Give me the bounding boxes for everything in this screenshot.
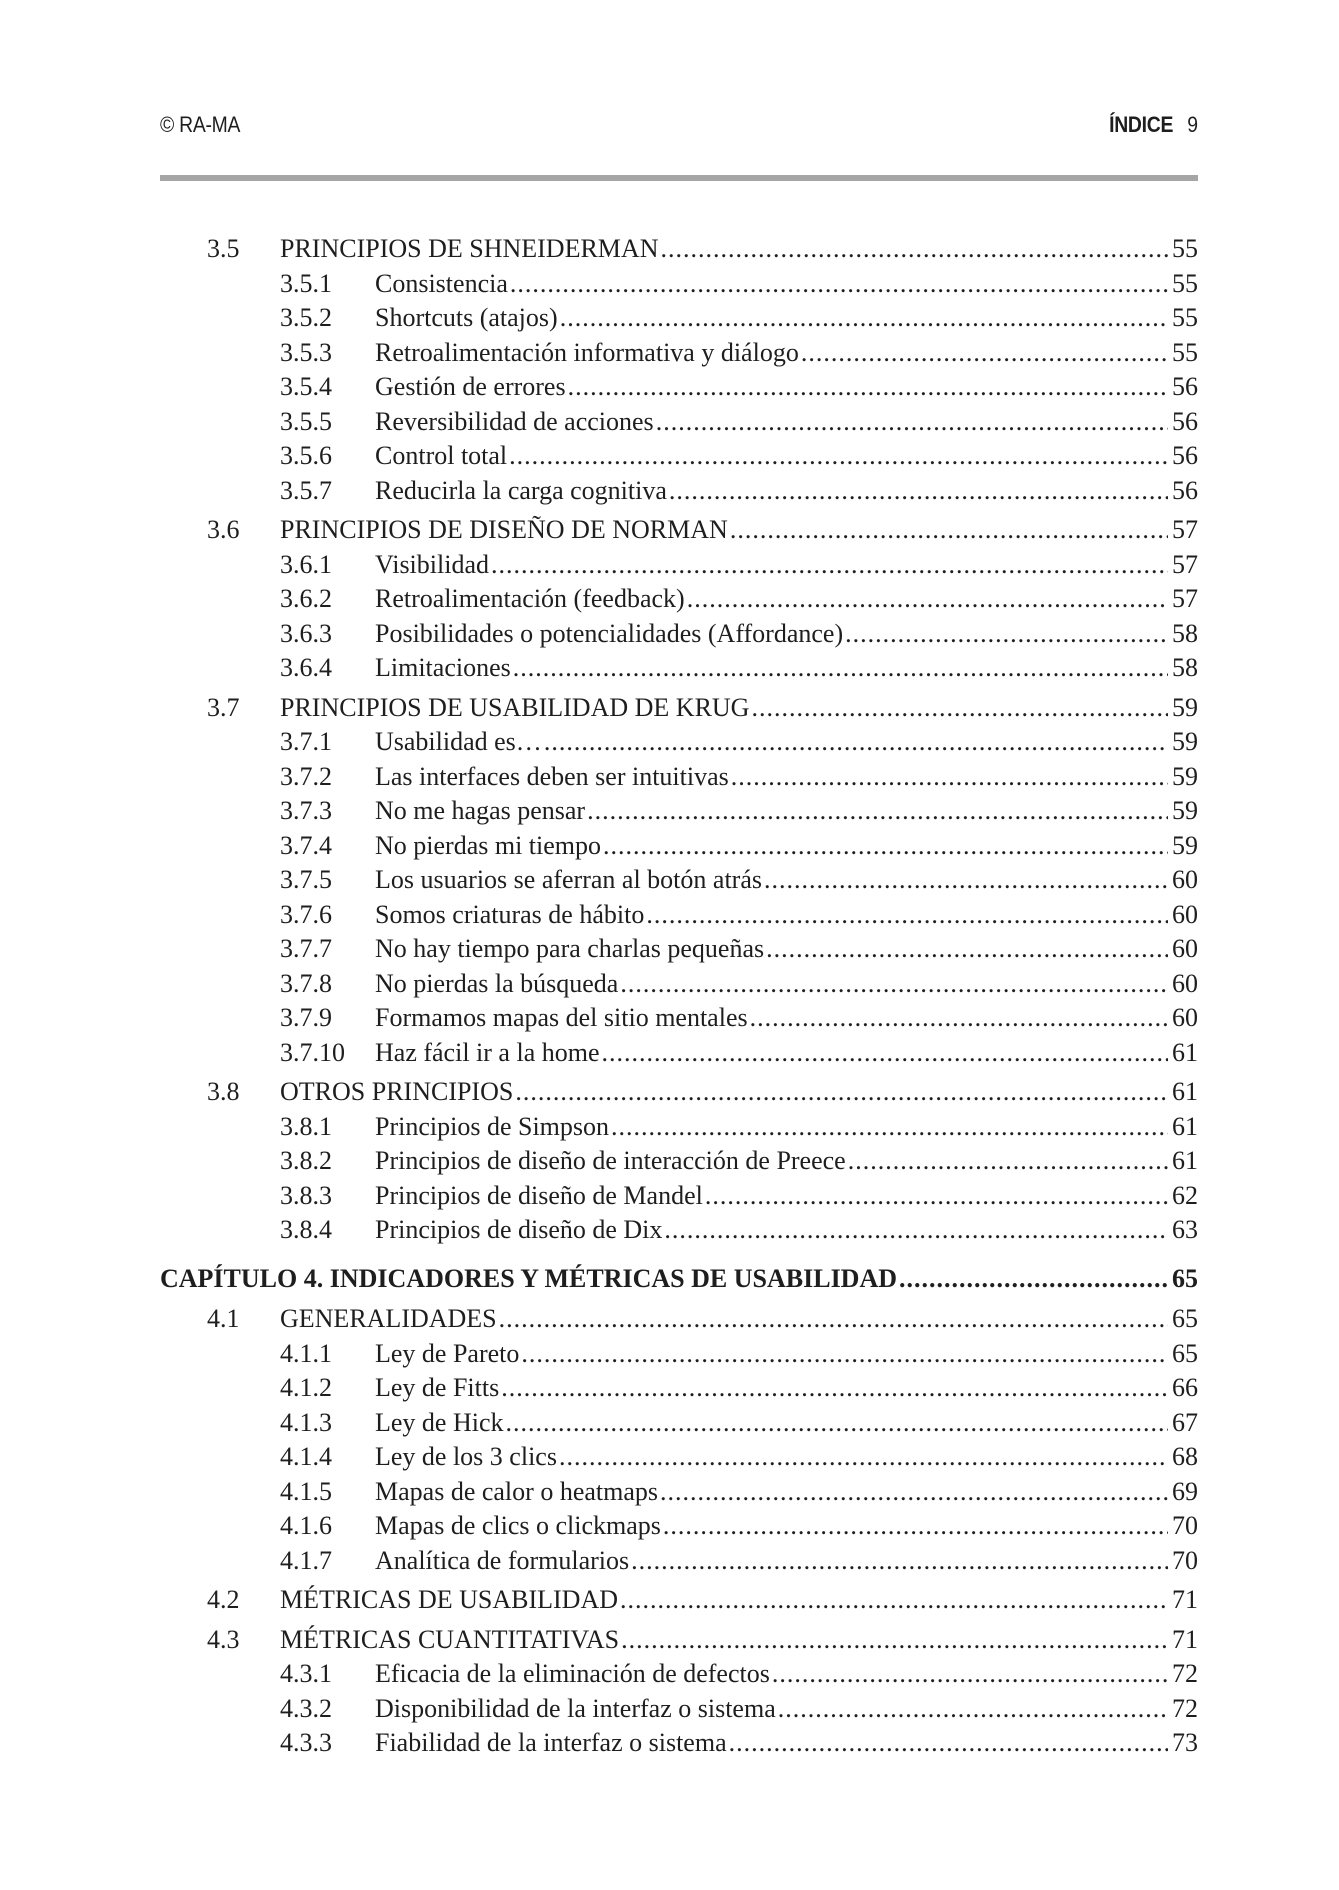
toc-subsection xyxy=(160,1337,1198,1372)
toc-number: 3.6.2 xyxy=(280,584,332,613)
dot-leader xyxy=(660,232,1168,267)
toc-entry xyxy=(375,1144,1198,1179)
dot-leader xyxy=(544,725,1168,760)
toc-number: 3.7.10 xyxy=(280,1037,345,1067)
toc-page-number: 55 xyxy=(1172,303,1198,332)
dot-leader xyxy=(729,1726,1168,1761)
toc-entry xyxy=(375,932,1198,967)
toc-entry xyxy=(375,1544,1198,1579)
toc-title: Haz fácil ir a la home xyxy=(375,1037,600,1067)
toc-title: Posibilidades o potencialidades (Affordance) xyxy=(375,618,844,648)
toc-section xyxy=(160,691,1198,726)
toc-number: 3.7.7 xyxy=(280,934,332,963)
toc-title: No hay tiempo para charlas pequeñas xyxy=(375,934,765,963)
toc-subsection xyxy=(160,370,1198,405)
toc-page-number: 69 xyxy=(1172,1476,1198,1506)
toc-page-number: 61 xyxy=(1172,1146,1198,1175)
toc-page-number: 59 xyxy=(1172,692,1198,722)
toc-page-number: 71 xyxy=(1172,1624,1198,1654)
toc-subsection xyxy=(160,301,1198,336)
dot-leader xyxy=(705,1179,1168,1214)
toc-title: Somos criaturas de hábito xyxy=(375,899,645,929)
toc-entry xyxy=(375,474,1198,509)
toc-section xyxy=(160,1302,1198,1337)
toc-subsection xyxy=(160,267,1198,302)
toc-number: 3.6 xyxy=(207,515,240,544)
toc-page-number: 56 xyxy=(1172,406,1198,436)
toc-entry xyxy=(375,405,1198,440)
toc-entry xyxy=(375,439,1198,474)
toc-page-number: 56 xyxy=(1172,441,1198,470)
toc-page-number: 68 xyxy=(1172,1442,1198,1471)
toc-entry xyxy=(280,232,1198,267)
toc-title: Analítica de formularios xyxy=(375,1545,630,1575)
toc-subsection xyxy=(160,1144,1198,1179)
dot-leader xyxy=(602,1036,1169,1071)
toc-title: PRINCIPIOS DE SHNEIDERMAN xyxy=(280,234,659,263)
dot-leader xyxy=(731,760,1168,795)
toc-page-number: 61 xyxy=(1172,1037,1198,1067)
dot-leader xyxy=(631,1544,1168,1579)
toc-title: CAPÍTULO 4. INDICADORES Y MÉTRICAS DE USABILIDAD xyxy=(160,1263,898,1293)
toc-subsection xyxy=(160,1509,1198,1544)
toc-page-number: 60 xyxy=(1172,968,1198,998)
toc-title: Principios de diseño de interacción de Preece xyxy=(375,1146,846,1175)
header-right xyxy=(1109,112,1198,138)
dot-leader xyxy=(801,336,1168,371)
toc-title: Shortcuts (atajos) xyxy=(375,303,558,332)
toc-entry xyxy=(375,582,1198,617)
toc-number: 3.5.3 xyxy=(280,337,332,367)
toc-title: MÉTRICAS CUANTITATIVAS xyxy=(280,1624,620,1654)
toc-entry xyxy=(375,1337,1198,1372)
toc-number: 3.8.4 xyxy=(280,1215,332,1244)
dot-leader xyxy=(772,1657,1168,1692)
toc-subsection xyxy=(160,548,1198,583)
toc-number: 3.6.1 xyxy=(280,549,332,579)
toc-title: Mapas de calor o heatmaps xyxy=(375,1476,659,1506)
toc-number: 3.7 xyxy=(207,692,240,722)
toc-page-number: 70 xyxy=(1172,1511,1198,1540)
dot-leader xyxy=(656,405,1168,440)
toc-entry xyxy=(375,1001,1198,1036)
toc-number: 4.1.2 xyxy=(280,1373,332,1402)
toc-section xyxy=(160,232,1198,267)
dot-leader xyxy=(620,967,1168,1002)
toc-title: PRINCIPIOS DE USABILIDAD DE KRUG xyxy=(280,692,750,722)
dot-leader xyxy=(611,1110,1168,1145)
toc-number: 4.3.2 xyxy=(280,1693,332,1723)
toc-entry xyxy=(375,898,1198,933)
toc-entry xyxy=(280,1075,1198,1110)
toc-number: 3.7.4 xyxy=(280,830,332,860)
dot-leader xyxy=(506,1406,1168,1441)
page-number: 9 xyxy=(1187,112,1198,137)
dot-leader xyxy=(621,1623,1168,1658)
dot-leader xyxy=(560,301,1168,336)
toc-page-number: 55 xyxy=(1172,268,1198,298)
toc-chapter xyxy=(160,1262,1198,1297)
toc-entry xyxy=(375,1213,1198,1248)
toc-number: 3.7.1 xyxy=(280,727,332,756)
toc-page-number: 72 xyxy=(1172,1693,1198,1723)
toc-page-number: 59 xyxy=(1172,761,1198,791)
toc-entry xyxy=(375,651,1198,686)
toc-title: Retroalimentación informativa y diálogo xyxy=(375,337,799,367)
toc-section xyxy=(160,513,1198,548)
toc-subsection xyxy=(160,760,1198,795)
toc-number: 3.6.4 xyxy=(280,653,332,682)
toc-page-number: 63 xyxy=(1172,1215,1198,1244)
dot-leader xyxy=(899,1262,1168,1297)
dot-leader xyxy=(510,267,1168,302)
toc-number: 3.7.3 xyxy=(280,796,332,825)
toc-page-number: 65 xyxy=(1172,1304,1198,1333)
toc-title: Ley de Pareto xyxy=(375,1338,520,1368)
toc-entry xyxy=(375,863,1198,898)
toc-entry xyxy=(375,1036,1198,1071)
toc-subsection xyxy=(160,967,1198,1002)
toc-number: 3.7.6 xyxy=(280,899,332,929)
toc-number: 3.5.1 xyxy=(280,268,332,298)
toc-number: 3.5.5 xyxy=(280,406,332,436)
toc-subsection xyxy=(160,1213,1198,1248)
toc-title: Control total xyxy=(375,441,508,470)
toc-entry xyxy=(375,1179,1198,1214)
toc-subsection xyxy=(160,1036,1198,1071)
dot-leader xyxy=(778,1692,1168,1727)
toc-subsection xyxy=(160,1371,1198,1406)
dot-leader xyxy=(501,1371,1168,1406)
toc-title: Los usuarios se aferran al botón atrás xyxy=(375,865,762,894)
toc-entry xyxy=(375,1726,1198,1761)
toc-title: Ley de Fitts xyxy=(375,1373,500,1402)
toc-title: Visibilidad xyxy=(375,549,489,579)
toc-number: 3.5.4 xyxy=(280,372,332,401)
toc-number: 4.1 xyxy=(207,1304,240,1333)
toc-title: No pierdas mi tiempo xyxy=(375,830,602,860)
toc-title: No me hagas pensar xyxy=(375,796,586,825)
toc-subsection xyxy=(160,863,1198,898)
toc-number: 3.8.1 xyxy=(280,1111,332,1141)
toc-page-number: 67 xyxy=(1172,1407,1198,1437)
toc-page-number: 60 xyxy=(1172,1003,1198,1032)
toc-number: 3.7.2 xyxy=(280,761,332,791)
toc-title: Ley de los 3 clics xyxy=(375,1442,557,1471)
toc-entry xyxy=(375,1440,1198,1475)
toc-title: Reducirla la carga cognitiva xyxy=(375,475,667,505)
toc-page-number: 57 xyxy=(1172,549,1198,579)
dot-leader xyxy=(845,617,1168,652)
toc-title: Fiabilidad de la interfaz o sistema xyxy=(375,1728,727,1757)
toc-number: 3.5.7 xyxy=(280,475,332,505)
dot-leader xyxy=(664,1213,1168,1248)
toc-section xyxy=(160,1583,1198,1618)
toc-page-number: 60 xyxy=(1172,899,1198,929)
toc-entry xyxy=(280,1623,1198,1658)
toc-title: Ley de Hick xyxy=(375,1407,504,1437)
toc-page-number: 66 xyxy=(1172,1373,1198,1402)
dot-leader xyxy=(568,370,1168,405)
toc-title: Reversibilidad de acciones xyxy=(375,406,654,436)
toc-page-number: 56 xyxy=(1172,372,1198,401)
toc-title: Mapas de clics o clickmaps xyxy=(375,1511,661,1540)
toc-subsection xyxy=(160,1440,1198,1475)
toc-page-number: 60 xyxy=(1172,934,1198,963)
toc-page-number: 57 xyxy=(1172,515,1198,544)
toc-title: No pierdas la búsqueda xyxy=(375,968,619,998)
dot-leader xyxy=(603,829,1168,864)
toc-title: Usabilidad es… xyxy=(375,727,542,756)
dot-leader xyxy=(509,439,1168,474)
toc-title: Disponibilidad de la interfaz o sistema xyxy=(375,1693,776,1723)
dot-leader xyxy=(766,932,1168,967)
toc-entry xyxy=(375,1692,1198,1727)
toc-title: OTROS PRINCIPIOS xyxy=(280,1077,514,1106)
toc-page-number: 61 xyxy=(1172,1111,1198,1141)
toc-number: 4.1.6 xyxy=(280,1511,332,1540)
toc-number: 4.1.3 xyxy=(280,1407,332,1437)
toc-subsection xyxy=(160,474,1198,509)
toc-number: 3.5.6 xyxy=(280,441,332,470)
toc-title: Las interfaces deben ser intuitivas xyxy=(375,761,729,791)
toc-entry xyxy=(160,1262,1198,1297)
dot-leader xyxy=(751,691,1168,726)
toc-number: 3.7.5 xyxy=(280,865,332,894)
toc-page-number: 58 xyxy=(1172,618,1198,648)
toc-number: 3.5.2 xyxy=(280,303,332,332)
toc-number: 4.1.7 xyxy=(280,1545,332,1575)
toc-title: Eficacia de la eliminación de defectos xyxy=(375,1659,770,1688)
dot-leader xyxy=(499,1302,1168,1337)
dot-leader xyxy=(669,474,1168,509)
toc-number: 3.7.9 xyxy=(280,1003,332,1032)
header-rule xyxy=(160,175,1198,181)
toc-section xyxy=(160,1623,1198,1658)
toc-subsection xyxy=(160,582,1198,617)
toc-title: Formamos mapas del sitio mentales xyxy=(375,1003,748,1032)
toc-entry xyxy=(375,829,1198,864)
dot-leader xyxy=(513,651,1168,686)
dot-leader xyxy=(620,1583,1168,1618)
toc-page-number: 55 xyxy=(1172,234,1198,263)
toc-subsection xyxy=(160,898,1198,933)
dot-leader xyxy=(848,1144,1168,1179)
dot-leader xyxy=(521,1337,1168,1372)
toc-subsection xyxy=(160,439,1198,474)
toc-number: 4.3.1 xyxy=(280,1659,332,1688)
toc-subsection xyxy=(160,1110,1198,1145)
toc-entry xyxy=(375,370,1198,405)
toc-subsection xyxy=(160,932,1198,967)
toc-page-number: 60 xyxy=(1172,865,1198,894)
toc-page-number: 71 xyxy=(1172,1585,1198,1614)
toc-title: Consistencia xyxy=(375,268,508,298)
toc-entry xyxy=(375,1475,1198,1510)
dot-leader xyxy=(750,1001,1168,1036)
toc-page-number: 72 xyxy=(1172,1659,1198,1688)
toc-number: 4.1.5 xyxy=(280,1476,332,1506)
toc-subsection xyxy=(160,617,1198,652)
toc-title: GENERALIDADES xyxy=(280,1304,497,1333)
toc-subsection xyxy=(160,1657,1198,1692)
toc-page-number: 65 xyxy=(1172,1338,1198,1368)
toc-subsection xyxy=(160,1544,1198,1579)
toc-subsection xyxy=(160,1179,1198,1214)
toc-number: 4.1.4 xyxy=(280,1442,332,1471)
toc-page-number: 70 xyxy=(1172,1545,1198,1575)
toc-title: Principios de Simpson xyxy=(375,1111,610,1141)
dot-leader xyxy=(491,548,1168,583)
dot-leader xyxy=(646,898,1168,933)
toc-entry xyxy=(280,691,1198,726)
toc-number: 3.7.8 xyxy=(280,968,332,998)
toc-page-number: 73 xyxy=(1172,1728,1198,1757)
toc-subsection xyxy=(160,794,1198,829)
toc-entry xyxy=(375,760,1198,795)
toc-number: 3.8 xyxy=(207,1077,240,1106)
toc-subsection xyxy=(160,1001,1198,1036)
toc-title: MÉTRICAS DE USABILIDAD xyxy=(280,1585,618,1614)
toc-entry xyxy=(375,967,1198,1002)
toc-subsection xyxy=(160,651,1198,686)
toc-title: Principios de diseño de Dix xyxy=(375,1215,663,1244)
toc-subsection xyxy=(160,1406,1198,1441)
toc-page-number: 59 xyxy=(1172,830,1198,860)
toc-entry xyxy=(375,1657,1198,1692)
toc-number: 4.2 xyxy=(207,1585,240,1614)
dot-leader xyxy=(764,863,1168,898)
toc-subsection xyxy=(160,336,1198,371)
dot-leader xyxy=(515,1075,1168,1110)
toc-title: Principios de diseño de Mandel xyxy=(375,1180,703,1210)
copyright-label: © RA-MA xyxy=(160,112,241,137)
toc-entry xyxy=(280,1302,1198,1337)
dot-leader xyxy=(730,513,1168,548)
toc-number: 4.1.1 xyxy=(280,1338,332,1368)
toc-subsection xyxy=(160,725,1198,760)
dot-leader xyxy=(663,1509,1168,1544)
toc-title: PRINCIPIOS DE DISEÑO DE NORMAN xyxy=(280,515,728,544)
toc-entry xyxy=(375,725,1198,760)
toc-entry xyxy=(375,267,1198,302)
toc-page-number: 57 xyxy=(1172,584,1198,613)
table-of-contents xyxy=(160,232,1198,1761)
toc-entry xyxy=(375,548,1198,583)
toc-page-number: 59 xyxy=(1172,727,1198,756)
toc-section xyxy=(160,1075,1198,1110)
toc-subsection xyxy=(160,1475,1198,1510)
dot-leader xyxy=(660,1475,1168,1510)
dot-leader xyxy=(587,794,1168,829)
toc-subsection xyxy=(160,1726,1198,1761)
toc-page-number: 61 xyxy=(1172,1077,1198,1106)
toc-number: 4.3.3 xyxy=(280,1728,332,1757)
toc-subsection xyxy=(160,829,1198,864)
toc-number: 3.8.3 xyxy=(280,1180,332,1210)
toc-title: Gestión de errores xyxy=(375,372,566,401)
toc-entry xyxy=(375,301,1198,336)
toc-title: Limitaciones xyxy=(375,653,511,682)
dot-leader xyxy=(559,1440,1168,1475)
dot-leader xyxy=(687,582,1168,617)
toc-page-number: 55 xyxy=(1172,337,1198,367)
toc-number: 4.3 xyxy=(207,1624,240,1654)
toc-subsection xyxy=(160,1692,1198,1727)
toc-entry xyxy=(375,794,1198,829)
toc-title: Retroalimentación (feedback) xyxy=(375,584,685,613)
toc-number: 3.8.2 xyxy=(280,1146,332,1175)
toc-page-number: 62 xyxy=(1172,1180,1198,1210)
toc-number: 3.6.3 xyxy=(280,618,332,648)
toc-page-number: 56 xyxy=(1172,475,1198,505)
toc-entry xyxy=(375,1371,1198,1406)
toc-entry xyxy=(280,513,1198,548)
toc-page-number: 59 xyxy=(1172,796,1198,825)
toc-entry xyxy=(375,617,1198,652)
toc-page-number: 65 xyxy=(1172,1263,1198,1293)
toc-entry xyxy=(280,1583,1198,1618)
toc-number: 3.5 xyxy=(207,234,240,263)
toc-entry xyxy=(375,1110,1198,1145)
running-header xyxy=(160,112,1198,144)
toc-page-number: 58 xyxy=(1172,653,1198,682)
toc-entry xyxy=(375,1509,1198,1544)
toc-entry xyxy=(375,336,1198,371)
toc-subsection xyxy=(160,405,1198,440)
section-title: ÍNDICE xyxy=(1109,112,1174,137)
toc-entry xyxy=(375,1406,1198,1441)
